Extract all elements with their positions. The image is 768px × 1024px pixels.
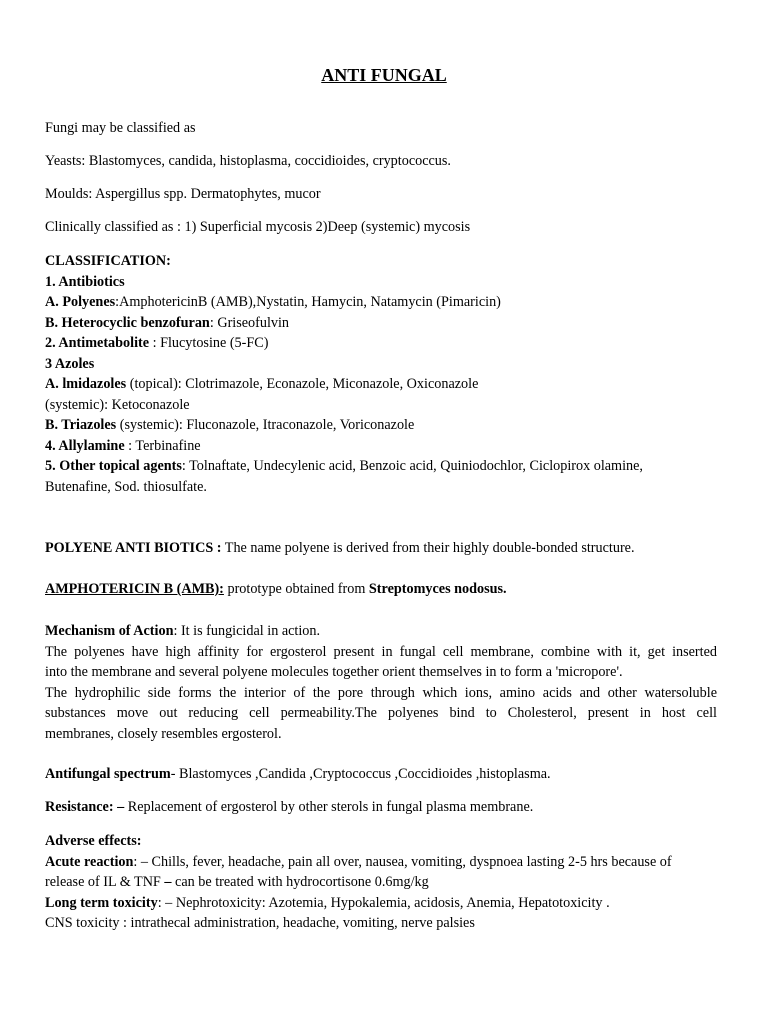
triazoles-line: B. Triazoles (systemic): Fluconazole, Itraconazole, Voriconazole [45, 417, 415, 433]
adverse-effects-section [45, 831, 717, 934]
classification-heading: CLASSIFICATION: [45, 253, 171, 269]
intro-fungi: Fungi may be classified as [45, 120, 196, 136]
acute-reaction-line: Acute reaction: – Chills, fever, headache, pain all over, nausea, vomiting, dyspnoea lasting 2-5 hrs because of [45, 853, 672, 870]
classification-section [45, 251, 717, 497]
allylamine-line: 4. Allylamine : Terbinafine [45, 437, 201, 454]
intro-moulds: Moulds: Aspergillus spp. Dermatophytes, mucor [45, 186, 321, 202]
acute-reaction-line-2: release of IL & TNF – can be treated with hydrocortisone 0.6mg/kg [45, 874, 429, 890]
imidazoles-line: A. lmidazoles (topical): Clotrimazole, Econazole, Miconazole, Oxiconazole [45, 376, 479, 392]
adverse-effects-heading: Adverse effects: [45, 833, 142, 849]
antifungal-spectrum-line: Antifungal spectrum- Blastomyces ,Candida ,Cryptococcus ,Coccidioides ,histoplasma. [45, 766, 551, 782]
polyenes-line: A. Polyenes:AmphotericinB (AMB),Nystatin, Hamycin, Natamycin (Pimaricin) [45, 294, 501, 310]
polyene-antibiotics-paragraph: POLYENE ANTI BIOTICS : The name polyene is derived from their highly double-bonded structure. [45, 540, 635, 556]
imidazoles-systemic-line: (systemic): Ketoconazole [45, 396, 190, 413]
resistance-line: Resistance: – Replacement of ergosterol by other sterols in fungal plasma membrane. [45, 799, 534, 815]
intro-yeasts: Yeasts: Blastomyces, candida, histoplasma, coccidioides, cryptococcus. [45, 153, 451, 169]
mechanism-heading-line: Mechanism of Action: It is fungicidal in action. [45, 623, 321, 639]
mechanism-section [45, 621, 717, 744]
mechanism-line-1: The polyenes have high affinity for ergosterol present in fungal cell membrane, combine with it, get inserted [45, 643, 717, 660]
antibiotics-heading: 1. Antibiotics [45, 273, 125, 290]
intro-clinical: Clinically classified as : 1) Superficial mycosis 2)Deep (systemic) mycosis [45, 219, 471, 235]
long-term-toxicity-line: Long term toxicity: – Nephrotoxicity: Azotemia, Hypokalemia, acidosis, Anemia, Hepatotoxicity . [45, 894, 610, 911]
azoles-heading: 3 Azoles [45, 355, 95, 372]
mechanism-line-3: The hydrophilic side forms the interior of the pore through which ions, amino acids and other watersoluble [45, 684, 717, 701]
page-title: ANTI FUNGAL [321, 65, 447, 85]
other-topical-line: 5. Other topical agents: Tolnaftate, Undecylenic acid, Benzoic acid, Quiniodochlor, Ciclopirox olamine, [45, 458, 643, 474]
mechanism-line-5: membranes, closely resembles ergosterol. [45, 725, 282, 742]
other-topical-line-2: Butenafine, Sod. thiosulfate. [45, 478, 207, 495]
mechanism-line-2: into the membrane and several polyene molecules together orient themselves in to form a 'micropore'. [45, 664, 623, 680]
mechanism-line-4: substances move out reducing cell permeability.The polyenes bind to Cholesterol, present in host cell [45, 705, 717, 721]
heterocyclic-line: B. Heterocyclic benzofuran: Griseofulvin [45, 314, 290, 331]
antimetabolite-line: 2. Antimetabolite : Flucytosine (5-FC) [45, 335, 269, 351]
cns-toxicity-line: CNS toxicity : intrathecal administration, headache, vomiting, nerve palsies [45, 915, 475, 931]
amphotericin-paragraph: AMPHOTERICIN B (AMB): prototype obtained from Streptomyces nodosus. [45, 581, 507, 597]
